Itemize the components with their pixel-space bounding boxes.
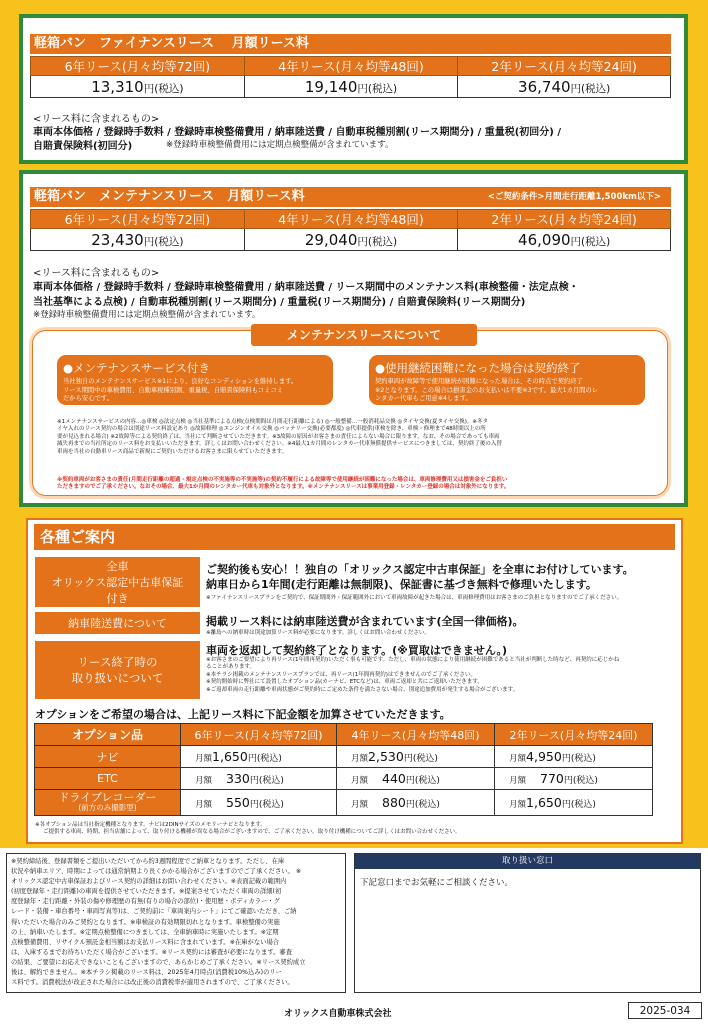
finance-incl-title: <リース料に含まれるもの> (33, 114, 160, 125)
contract-termination-card (369, 355, 645, 405)
maint-price-2y: 46,090円(税込) (458, 229, 671, 251)
contract-termination-line3: ンタカー代車もご用意※4します。 (375, 395, 472, 402)
option-price-dashcam-4y: 月額 880円(税込) (337, 790, 495, 816)
maint-incl-line1: 車両本体価格 / 登録時手数料 / 登録時車検整備費用 / 納車陸送費 / リース期間中のメンテナンス料(車検整備・法定点検・ (33, 282, 579, 293)
finance-incl-note: ※登録時車検整備費用には定期点検整備が含まれています。 (166, 140, 394, 150)
warranty-label: 全車 オリックス認定中古車保証 付き (35, 557, 200, 607)
company-name: オリックス自動車株式会社 (284, 1009, 392, 1019)
lease-end-text: 車両を返却して契約終了となります。(※買取はできません。) (206, 644, 508, 657)
option-price-navi-4y: 月額2,530円(税込) (337, 746, 495, 768)
maint-title-bar (30, 187, 671, 207)
option-header-6y: 6年リース(月々均等72回) (181, 724, 337, 746)
option-price-etc-6y: 月額 330円(税込) (181, 768, 337, 790)
contract-termination-title: ●使用継続困難になった場合は契約終了 (375, 361, 581, 375)
terms-text: ※契約締結後、登録書類をご提出いただいてから約3週間程度でご納車となります。ただし、在庫 状況や納車エリア、時期によっては通常納期より長くかかる場合がございますのでご了承ください。 ※ オリックス認定中古車保証およびリース契約の詳細はお問い合わせください。※表面記載の範囲内 (初度登録年・走行距離)の車両を提供させていただきます。※提案させていただく車両の詳細(初 度登録年・走行距離・外装の傷や修理歴の有無(有りの場合の部位)・使用歴・ボディカラー・グ レード・装備・車台番号・車両写真等)は、ご契約前に「車両案内シート」にてご確認いただき、ご納 得いただいた場合のみご契約となります。※車検証の有効期限切れとなります。車検整備の実施 の上、納車いたします。※定期点検整備につきましては、全車納車時に実施いたします。※定期 点検整備費用、リサイクル預託金相当額はお支払リース料に含まれています。※在庫がない場合 は、入庫するまでお待ちいただく場合がございます。※リース契約には審査が必要になります。審査 の結果、ご要望にお応えできないこともございますので、あらかじめご了承ください。※リース契約成立 後は、解約できません。※本チラシ掲載のリース料は、2025年4月時点(消費税10%込み)のリー ス料です。消費税法が改正された場合には改正後の消費税率が適用されますので、ご了承ください。 (11, 858, 306, 987)
finance-header-4y: 4年リース(月々均等48回) (244, 57, 458, 76)
option-header-2y: 2年リース(月々均等24回) (495, 724, 653, 746)
maint-header-4y: 4年リース(月々均等48回) (244, 210, 458, 229)
delivery-fee-label: 納車陸送費について (35, 612, 200, 634)
maint-price-4y: 29,040円(税込) (244, 229, 458, 251)
maintenance-service-line3: だから安心です。 (63, 395, 113, 402)
maint-header-6y: 6年リース(月々均等72回) (31, 210, 245, 229)
maintenance-service-card (57, 355, 333, 405)
option-row-etc (35, 768, 653, 790)
contract-termination-line1: 契約車両が故障等で使用継続が困難になった場合は、その時点で契約終了 (375, 378, 583, 385)
maint-header-2y: 2年リース(月々均等24回) (458, 210, 671, 229)
option-price-dashcam-2y: 月額1,650円(税込) (495, 790, 653, 816)
option-price-dashcam-6y: 月額 550円(税込) (181, 790, 337, 816)
option-header-item: オプション品 (35, 724, 181, 746)
finance-price-2y: 36,740円(税込) (458, 76, 671, 98)
maint-price-6y: 23,430円(税込) (31, 229, 245, 251)
maint-incl-note: ※登録時車検整備費用には定期点検整備が含まれています。 (33, 310, 261, 320)
contact-text: 下記窓口までお気軽にご相談ください。 (360, 878, 514, 888)
finance-price-6y: 13,310円(税込) (31, 76, 245, 98)
maintenance-service-line1: 当社独自のメンテナンスサービス※1により、良好なコンディションを維持します。 (63, 378, 298, 385)
document-code: 2025-034 (628, 1002, 702, 1019)
lease-end-notes: ※お客さまのご要望により再リース(1年間再契約)いただく事も可能です。ただし、車両の状態により使用継続が困難であると当社が判断した時など、再契約に応じかね ることがあります。 ※本チラシ掲載のメンテナンスリースプランでは、再リース(1年間再契約)はできませんのでご了承ください。 ※契約開始時に弊社にて設置したオプション品(カーナビ、ETCなど)は、車両ご返却と共にご返却いただきます。 ※ご返却車両の走行距離や車両状態がご契約時にご定めた条件を満たさない場合、別途追加費用が発生する場合がございます。 (206, 657, 620, 693)
contract-termination-line2: ※2となります。この場合は損害金のお支払いは不要※3です。最大1カ月間のレ (375, 386, 599, 394)
delivery-fee-note: ※離島への納車時は別途加算リース料が必要になります。詳しくはお問い合わせください。 (206, 630, 430, 636)
maint-title: 軽箱バン メンテナンスリース 月額リース料 (34, 189, 305, 204)
warranty-text-1: ご契約後も安心！！独自の「オリックス認定中古車保証」を全車にお付けしています。 (206, 563, 634, 576)
finance-incl-line2: 自賠責保険料(初回分) (33, 141, 133, 152)
maint-price-table (30, 209, 671, 251)
contact-box (354, 853, 701, 993)
lease-end-label: リース終了時の 取り扱いについて (35, 641, 200, 699)
finance-title: 軽箱バン ファイナンスリース 月額リース料 (34, 36, 309, 51)
maintenance-service-title: ●メンテナンスサービス付き (63, 361, 210, 375)
warranty-note: ※ファイナンスリースプランをご契約で、保証期間外・保証範囲外において車両故障が起きた場合は、車両修理費用はお客さまのご負担となりますのでご了承ください。 (206, 595, 623, 601)
option-row-navi (35, 746, 653, 768)
delivery-fee-text: 掲載リース料には納車陸送費が含まれています(全国一律価格)。 (206, 615, 524, 628)
option-name-dashcam: ドライブレコーダー (前方のみ撮影型) (35, 790, 181, 816)
maintenance-service-line2: リース期間中の車検費用、自動車税種別割、重量税、自賠責保険料もコミコミ (63, 386, 284, 394)
contact-title: 取り扱い窓口 (355, 854, 700, 869)
maintenance-about-heading: メンテナンスリースについて (251, 324, 477, 346)
maint-incl-title: <リース料に含まれるもの> (33, 268, 160, 279)
option-row-dashcam (35, 790, 653, 816)
warranty-text-2: 納車日から1年間(走行距離は無制限)、保証書に基づき無料で修理いたします。 (206, 578, 597, 591)
finance-price-4y: 19,140円(税込) (244, 76, 458, 98)
finance-price-table (30, 56, 671, 98)
option-notes: ※各オプション品は当社指定機種となります。ナビは2DINサイズのメモリーナビとなります。 ご提供する車両、時期、担当店舗によって、取り付ける機種が異なる場合がございますので、ご了承ください。取り付け機種についてご詳しくはお問い合わせください。 (35, 822, 461, 836)
finance-header-6y: 6年リース(月々均等72回) (31, 57, 245, 76)
info-heading-bar: 各種ご案内 (34, 524, 675, 550)
finance-title-bar (30, 34, 671, 54)
terms-box (6, 853, 346, 993)
maintenance-about-box (32, 330, 668, 496)
option-name-etc: ETC (35, 768, 181, 790)
option-price-navi-2y: 月額4,950円(税込) (495, 746, 653, 768)
maint-incl-line2: 当社基準による点検) / 自動車税種別割(リース期間分) / 重量税(リース期間分) / 自賠責保険料(リース期間分) (33, 297, 526, 308)
option-table (34, 723, 653, 816)
maintenance-warning: ※契約車両がお客さまの責任(月間走行距離の超過・規定点検の不実施等の不実施等)の契約不履行による故障等で使用継続が困難になった場合は、車両修理費用又は損害金をご負担い ただきますのでご了承ください。なおその場合、最大1か月間のレンタカー代車も対象外となります。※メンテナンスリースは事業用登録・レンタカー登録の場合は対象外になります。 (57, 477, 510, 491)
option-price-etc-4y: 月額 440円(税込) (337, 768, 495, 790)
maint-condition: <ご契約条件>月間走行距離1,500km以下> (487, 192, 661, 202)
option-price-etc-2y: 月額 770円(税込) (495, 768, 653, 790)
option-name-navi: ナビ (35, 746, 181, 768)
maintenance-notes: ※1メンテナンスサービスの内容…◎車検 ◎法定点検 ◎当社基準による点検(点検期間は月間走行距離による) ◎一般整備…一般消耗品交換 ◎タイヤ交換(夏タイヤ交換)。※冬タ イヤ入れのリース契約の場合は別途リース料設定あり ◎故障修理 ◎エンジンオイル交換 ◎バッテリー交換(必要都度) ◎代車提供(車検を除き、車検・修理まで48時間以上の所 要が見込まれる場合) ※2故障等による契約終了は、当社にて判断させていただきます。※3故障の原因がお客さまの責任によらない場合に限ります。なお、その場合であっても車両 滅失再までの当社所定のリース料をお支払いいただきます。詳しくはお問い合わせください。※4最大1カ月間のレンタカー代車無償提供サービスにつきましては、契約終了後の入替 車両を当社の自動車リース商品で新規にご契約いただけるお客さまに限らせていただきます。 (57, 419, 502, 455)
option-header-4y: 4年リース(月々均等48回) (337, 724, 495, 746)
option-intro: オプションをご希望の場合は、上記リース料に下記金額を加算させていただきます。 (35, 708, 451, 721)
finance-incl-line1: 車両本体価格 / 登録時手数料 / 登録時車検整備費用 / 納車陸送費 / 自動車税種別割(リース期間分) / 重量税(初回分) / (33, 127, 561, 138)
finance-header-2y: 2年リース(月々均等24回) (458, 57, 671, 76)
option-price-navi-6y: 月額1,650円(税込) (181, 746, 337, 768)
